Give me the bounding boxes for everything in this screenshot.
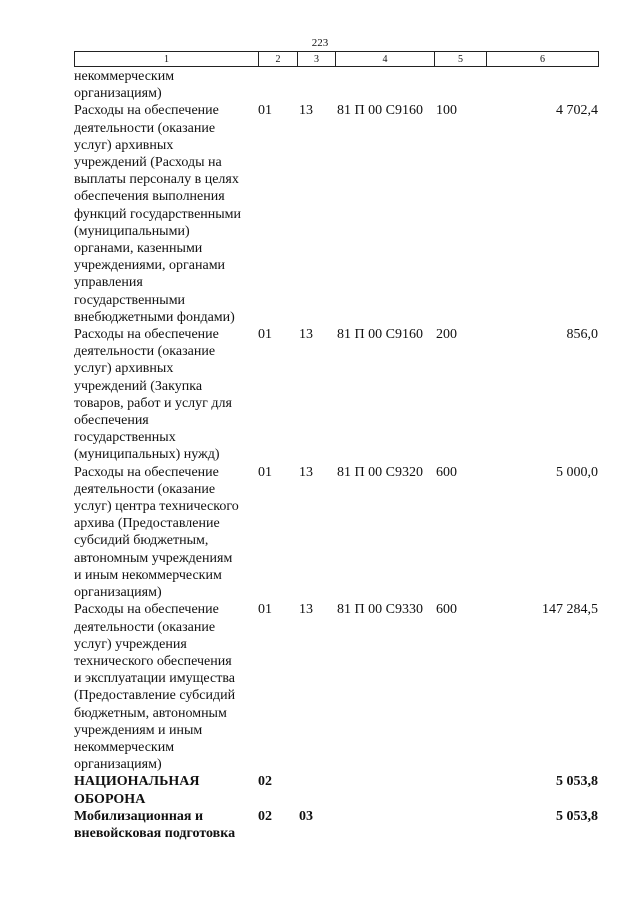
row-section: 02	[258, 774, 272, 790]
column-header-2: 2	[259, 52, 298, 67]
table-row	[74, 102, 598, 326]
budget-table-body	[74, 68, 598, 842]
row-target-article: 81 П 00 С9160	[337, 327, 423, 343]
row-subsection: 13	[299, 327, 313, 343]
row-amount: 5 000,0	[556, 464, 598, 480]
column-header-4: 4	[336, 52, 435, 67]
row-name: Мобилизационная и вневойсковая подготовка	[74, 808, 236, 841]
row-name: Расходы на обеспечение деятельности (оказание услуг) учреждения технического обеспечения и эксплуатации имущества (Предоставление субсидий бюджетным, автономным учреждениям и иным некоммерческим организациям)	[74, 602, 236, 773]
column-header-5: 5	[435, 52, 487, 67]
row-target-article: 81 П 00 С9160	[337, 103, 423, 119]
table-row	[74, 601, 598, 773]
row-section: 01	[258, 103, 272, 119]
column-header-row	[75, 52, 599, 67]
column-header-1: 1	[75, 52, 259, 67]
row-section: 01	[258, 602, 272, 618]
row-expense-type: 600	[436, 602, 457, 618]
row-section: 02	[258, 808, 272, 824]
row-subsection: 13	[299, 464, 313, 480]
row-name: Расходы на обеспечение деятельности (оказание услуг) архивных учреждений (Расходы на выплаты персоналу в целях обеспечения выполнения функций государственными (муниципальными) органами, казенными учреждениями, органами управления государственными внебюджетными фондами)	[74, 103, 242, 325]
row-target-article: 81 П 00 С9330	[337, 602, 423, 618]
row-amount: 856,0	[566, 327, 598, 343]
row-subsection: 13	[299, 602, 313, 618]
row-expense-type: 600	[436, 464, 457, 480]
table-row-subsection-heading	[74, 808, 598, 842]
column-header-3: 3	[298, 52, 336, 67]
table-row	[74, 464, 598, 602]
row-name: Расходы на обеспечение деятельности (оказание услуг) центра технического архива (Предоставление субсидий бюджетным, автономным учреждениям и иным некоммерческим организациям)	[74, 464, 239, 601]
row-amount: 5 053,8	[556, 808, 598, 824]
row-amount: 147 284,5	[542, 602, 598, 618]
row-target-article: 81 П 00 С9320	[337, 464, 423, 480]
row-amount: 4 702,4	[556, 103, 598, 119]
row-subsection: 13	[299, 103, 313, 119]
column-header-table	[74, 51, 599, 67]
row-name: некоммерческим организациям)	[74, 69, 175, 102]
row-name: Расходы на обеспечение деятельности (оказание услуг) архивных учреждений (Закупка товаров, работ и услуг для обеспечения государственных (муниципальных) нужд)	[74, 327, 232, 463]
row-section: 01	[258, 327, 272, 343]
row-expense-type: 200	[436, 327, 457, 343]
column-header-6: 6	[487, 52, 599, 67]
page-number: 223	[311, 37, 329, 49]
table-row	[74, 68, 598, 102]
table-row-section-heading	[74, 773, 598, 807]
row-name: НАЦИОНАЛЬНАЯ ОБОРОНА	[74, 774, 200, 807]
row-expense-type: 100	[436, 103, 457, 119]
row-subsection: 03	[299, 808, 313, 824]
row-section: 01	[258, 464, 272, 480]
row-amount: 5 053,8	[556, 774, 598, 790]
table-row	[74, 326, 598, 464]
